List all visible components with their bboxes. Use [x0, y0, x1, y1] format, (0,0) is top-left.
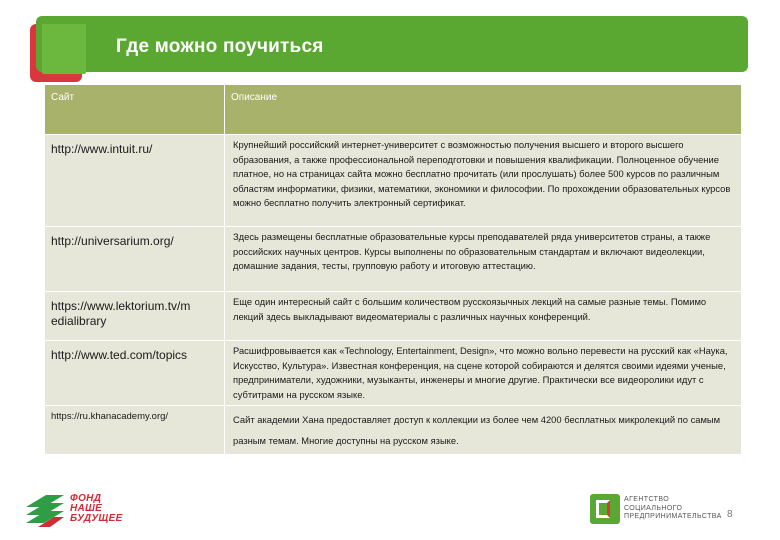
- table-row: [45, 227, 742, 292]
- agency-logo-mark: [590, 494, 620, 524]
- table-row: [45, 406, 742, 455]
- courses-table: [44, 84, 742, 455]
- description-cell: Сайт академии Хана предоставляет доступ к коллекции из более чем 4200 бесплатных микролекций по самым разным темам. Многие доступны на русском языке.: [225, 406, 742, 455]
- page-number: 8: [727, 509, 733, 520]
- fond-logo-text: ФОНД НАШЕ БУДУЩЕЕ: [70, 493, 123, 524]
- header-description: Описание: [225, 85, 742, 135]
- header-site: Сайт: [45, 85, 225, 135]
- site-link-universarium[interactable]: http://universarium.org/: [45, 227, 225, 292]
- site-link-khanacademy[interactable]: https://ru.khanacademy.org/: [45, 406, 225, 455]
- agency-logo-text: АГЕНТСТВО СОЦИАЛЬНОГО ПРЕДПРИНИМАТЕЛЬСТВА: [624, 496, 722, 520]
- site-link-ted[interactable]: http://www.ted.com/topics: [45, 341, 225, 406]
- description-cell: Здесь размещены бесплатные образовательные курсы преподавателей ряда университетов страны, а также российских научных центров. Курсы выполнены по образовательным стандартам и включают видеолекции, домашние задания, тесты, групповую работу и итоговую аттестацию.: [225, 227, 742, 292]
- slide-title: Где можно поучиться: [116, 36, 324, 57]
- table-row: [45, 135, 742, 227]
- site-link-lektorium[interactable]: https://www.lektorium.tv/m edialibrary: [45, 292, 225, 341]
- table-header-row: [45, 85, 742, 135]
- title-accent-inner: [42, 24, 86, 74]
- table-row: [45, 292, 742, 341]
- description-cell: Крупнейший российский интернет-университет с возможностью получения высшего и второго высшего образования, а также профессиональной переподготовки и повышения квалификации. Полноценное обучение платное, но на страницах сайта можно бесплатно прочитать (или прослушать) более 500 курсов по различным областям информатики, физики, математики, экономики и философии. По прохождении образовательных курсов можно бесплатно получить электронный сертификат.: [225, 135, 742, 227]
- description-cell: Расшифровывается как «Technology, Entertainment, Design», что можно вольно перевести на русский как «Наука, Искусство, Культура». Известная конференция, на сцене которой собираются и делятся своими идеями ученые, предприниматели, художники, музыканты, инженеры и многие другие. Практически все видеоролики идут с субтитрами на русском языке.: [225, 341, 742, 406]
- table-row: [45, 341, 742, 406]
- site-link-intuit[interactable]: http://www.intuit.ru/: [45, 135, 225, 227]
- description-cell: Еще один интересный сайт с большим количеством русскоязычных лекций на самые разные темы. Помимо лекций здесь выкладывают видеоматериалы с различных научных конференций.: [225, 292, 742, 341]
